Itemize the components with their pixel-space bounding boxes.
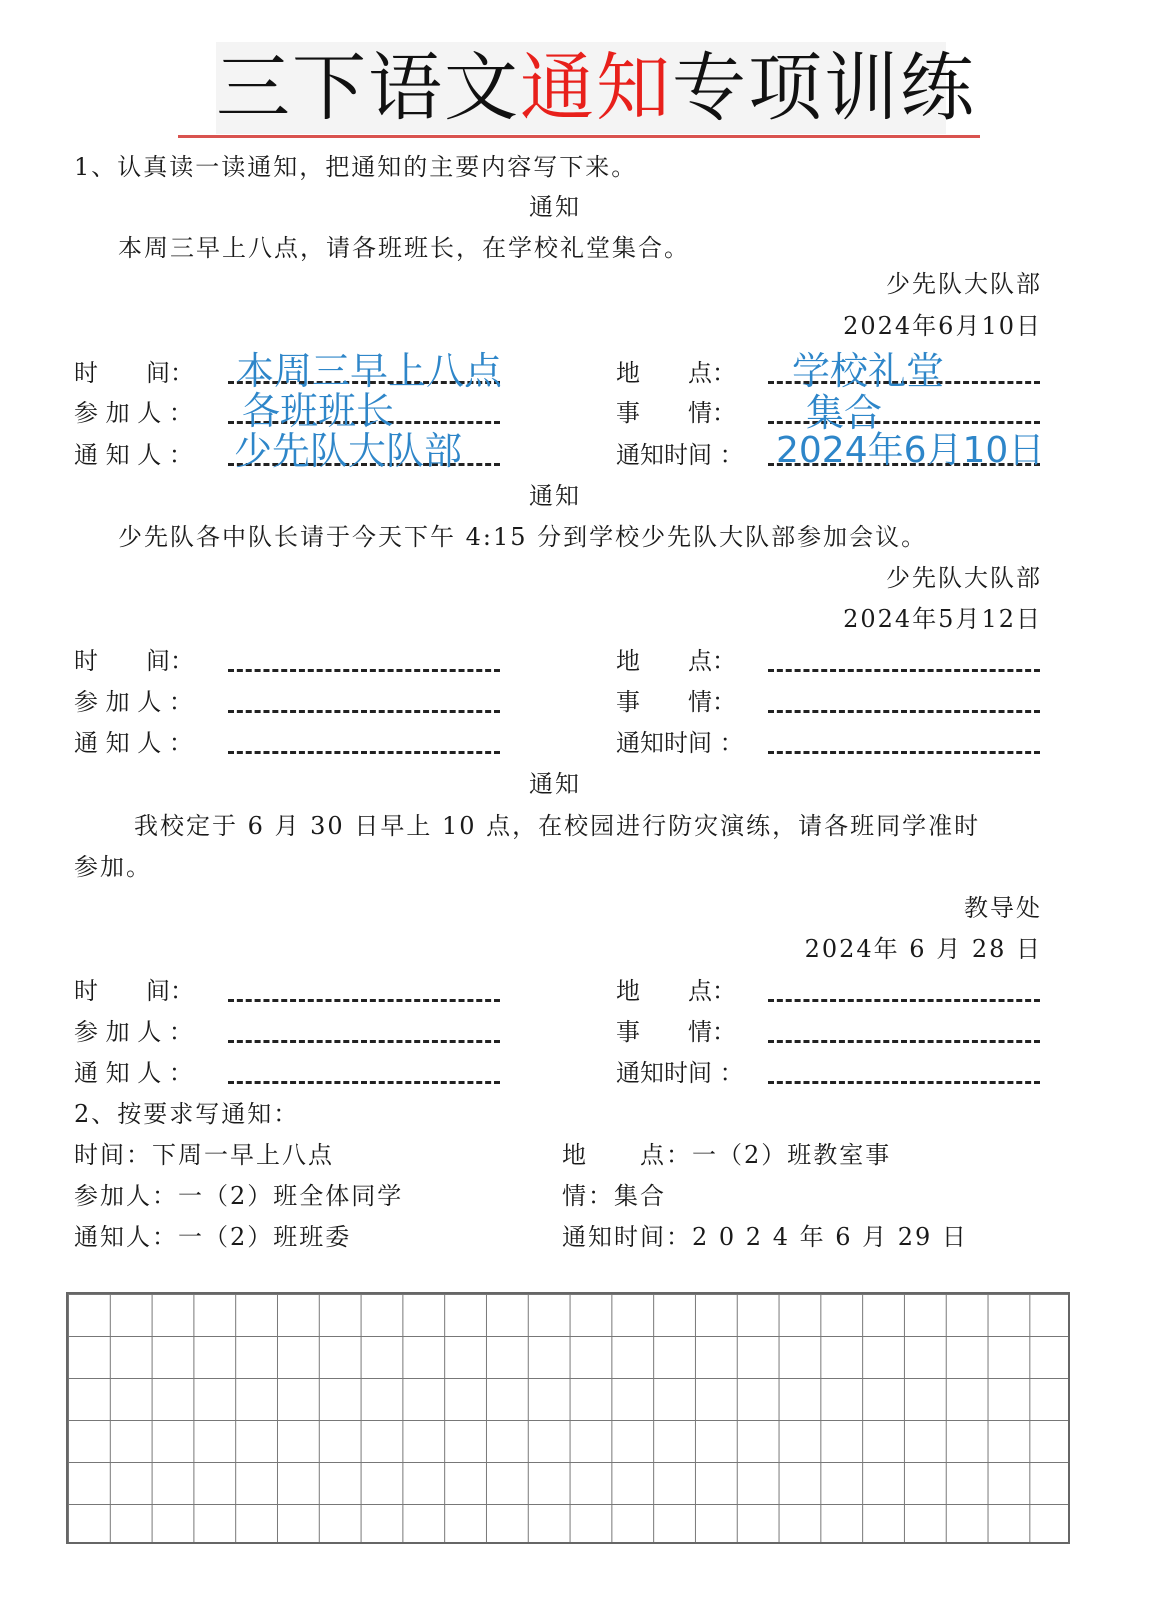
time-label: 时 间： (74, 647, 194, 675)
notice-2-heading: 通知 (529, 482, 581, 510)
notice-3-time-field (74, 976, 504, 1006)
notice-3-participants-field (74, 1017, 504, 1047)
notice-3-body-line-2: 参加。 (74, 853, 152, 881)
place-label: 地 点： (616, 359, 736, 387)
matter-label: 事 情： (616, 1018, 736, 1046)
notice-3-date: 2024年 6 月 28 日 (804, 935, 1042, 963)
participants-label: 参 加 人 ： (74, 399, 193, 427)
notice-1-participants-field (74, 389, 504, 433)
notice-3-place-field (616, 976, 1046, 1006)
notice-1-participants-answer: 各班班长 (242, 389, 395, 433)
title-part-1: 三下语文 (216, 45, 520, 131)
notice-2-participants-field (74, 687, 504, 717)
answer-line (228, 710, 500, 713)
notice-3-signer: 教导处 (964, 894, 1042, 922)
notice-1-matter-answer: 集合 (806, 391, 883, 435)
notice-2-matter-field (616, 687, 1046, 717)
q2-time: 时间：下周一早上八点 (74, 1141, 334, 1169)
notice-1-notice-time-field (616, 430, 1046, 471)
notifier-label: 通 知 人 ： (74, 729, 193, 757)
answer-line (228, 751, 500, 754)
notice-2-time-field (74, 646, 504, 676)
answer-line (228, 1081, 500, 1084)
answer-line (768, 710, 1040, 713)
title-underline (178, 135, 980, 138)
answer-line (768, 1081, 1040, 1084)
notice-1-date: 2024年6月10日 (843, 312, 1042, 340)
notice-2-body: 少先队各中队长请于今天下午 4:15 分到学校少先队大队部参加会议。 (118, 523, 928, 551)
title-banner (216, 42, 976, 134)
notice-1-time-answer: 本周三早上八点 (236, 349, 503, 393)
notice-time-label: 通知时间 ： (616, 441, 744, 469)
time-label: 时 间： (74, 359, 194, 387)
notice-1-notice-time-answer: 2024年6月10日 (776, 430, 1045, 471)
place-label: 地 点： (616, 647, 736, 675)
answer-line (768, 999, 1040, 1002)
notice-time-label: 通知时间 ： (616, 1059, 744, 1087)
answer-line (228, 999, 500, 1002)
page-title (216, 44, 976, 132)
notice-time-label: 通知时间 ： (616, 729, 744, 757)
notice-3-heading: 通知 (529, 770, 581, 798)
writing-grid[interactable] (66, 1292, 1070, 1544)
answer-line (228, 669, 500, 672)
notice-1-time-field (74, 349, 504, 393)
notice-1-notifier-field (74, 429, 504, 473)
question-1-prompt: 1、认真读一读通知，把通知的主要内容写下来。 (74, 153, 638, 181)
answer-line (768, 1040, 1040, 1043)
notice-1-signer: 少先队大队部 (886, 270, 1042, 298)
notice-1-body: 本周三早上八点，请各班班长，在学校礼堂集合。 (118, 234, 690, 262)
time-label: 时 间： (74, 977, 194, 1005)
notifier-label: 通 知 人 ： (74, 441, 193, 469)
place-label: 地 点： (616, 977, 736, 1005)
q2-matter: 情：集合 (562, 1182, 666, 1210)
matter-label: 事 情： (616, 688, 736, 716)
notice-1-place-field (616, 349, 1046, 393)
notice-1-place-answer: 学校礼堂 (792, 349, 945, 393)
answer-line (228, 1040, 500, 1043)
notice-1-notifier-answer: 少先队大队部 (234, 429, 463, 473)
notice-1-heading: 通知 (529, 193, 581, 221)
notice-2-notifier-field (74, 728, 504, 758)
q2-place: 地 点：一（2）班教室事 (562, 1141, 892, 1169)
participants-label: 参 加 人 ： (74, 1018, 193, 1046)
title-part-2: 专项训练 (672, 45, 976, 131)
notice-3-notice-time-field (616, 1058, 1046, 1088)
notice-1-matter-field (616, 391, 1046, 435)
title-highlight: 通知 (520, 45, 672, 131)
notice-3-matter-field (616, 1017, 1046, 1047)
q2-notice-time: 通知时间：2 0 2 4 年 6 月 29 日 (562, 1223, 968, 1251)
matter-label: 事 情： (616, 399, 736, 427)
answer-line (768, 669, 1040, 672)
participants-label: 参 加 人 ： (74, 688, 193, 716)
notice-2-signer: 少先队大队部 (886, 564, 1042, 592)
notice-3-notifier-field (74, 1058, 504, 1088)
notice-2-notice-time-field (616, 728, 1046, 758)
notifier-label: 通 知 人 ： (74, 1059, 193, 1087)
notice-2-date: 2024年5月12日 (843, 605, 1042, 633)
q2-participants: 参加人：一（2）班全体同学 (74, 1182, 404, 1210)
answer-line (768, 751, 1040, 754)
notice-2-place-field (616, 646, 1046, 676)
notice-3-body-line-1: 我校定于 6 月 30 日早上 10 点，在校园进行防灾演练，请各班同学准时 (134, 812, 981, 840)
q2-notifier: 通知人：一（2）班班委 (74, 1223, 352, 1251)
question-2-prompt: 2、按要求写通知： (74, 1100, 300, 1128)
